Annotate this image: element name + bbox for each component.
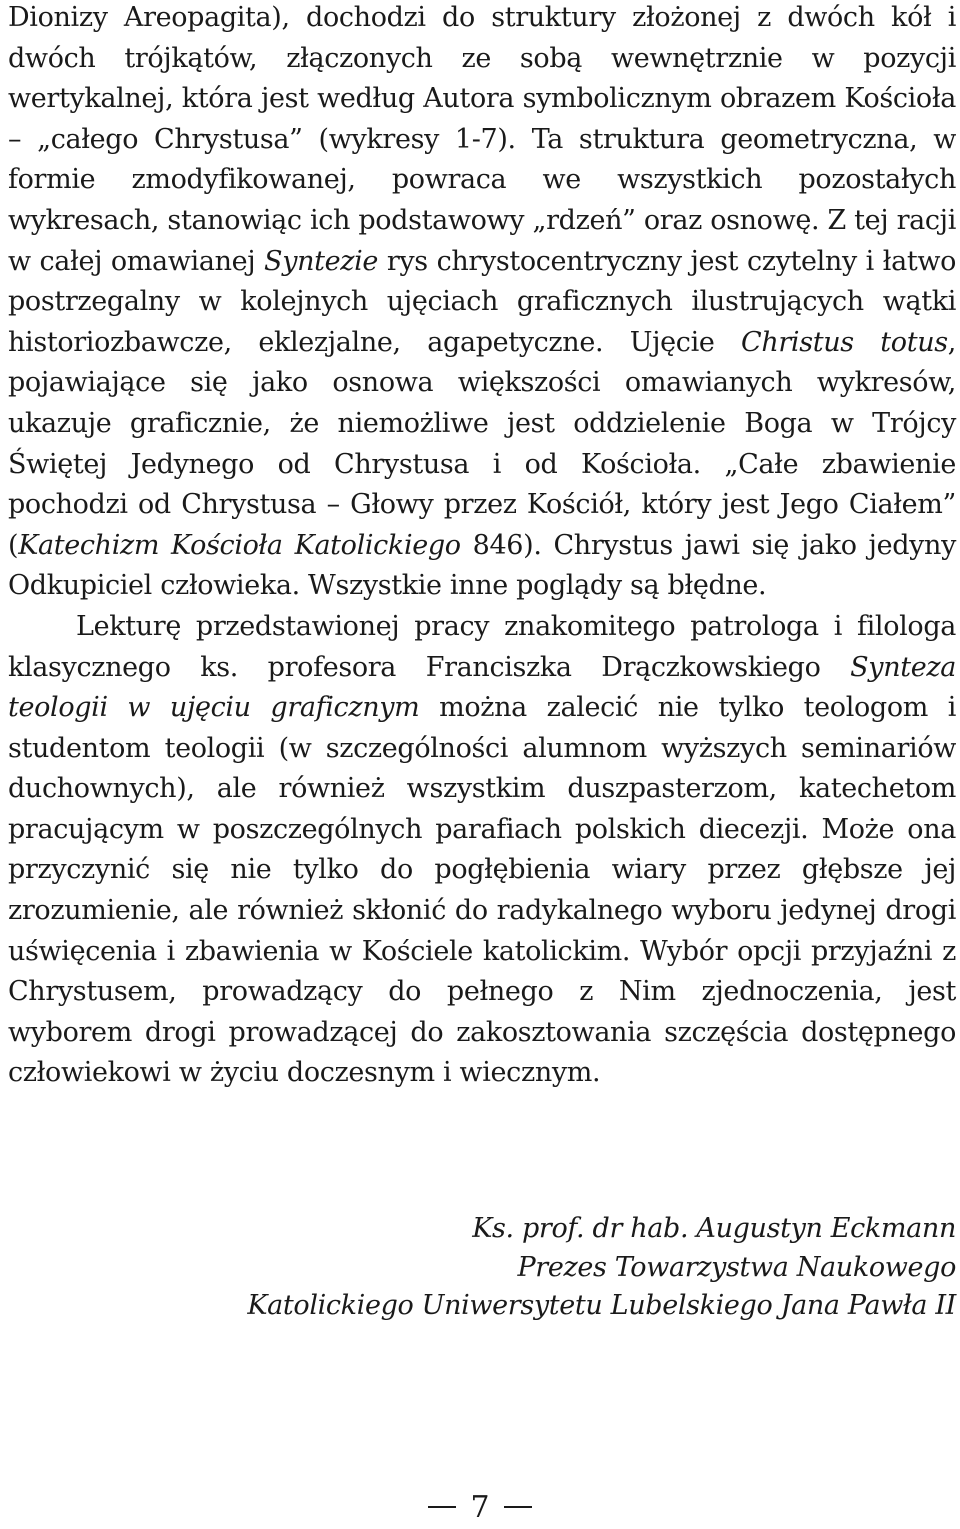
page-text <box>8 0 956 1094</box>
page-number-right-dash <box>504 1506 532 1508</box>
paragraph-1-text-3: , pojawiające się jako osnowa większości omawianych wykresów, ukazuje graficznie, że niemożliwe jest oddzielenie Boga w Trójcy Świętej Jedynego od Chrystusa i od Kościoła. „Całe zbawienie pochodzi od Chrystusa – Głowy przez Kościół, który jest Jego Ciałem” ( <box>8 326 956 561</box>
paragraph-1 <box>8 0 956 607</box>
paragraph-1-italic-2: Christus totus <box>741 326 948 358</box>
paragraph-2-text-1: Lekturę przedstawionej pracy znakomitego patrologa i filologa klasycznego ks. profesora Franciszka Drączkowskiego <box>8 610 956 683</box>
paragraph-1-text-2: rys chrystocentryczny jest czytelny i łatwo postrzegalny w kolejnych ujęciach graficznych ilustrujących wątki historiozbawcze, eklezjalne, agapetyczne. Ujęcie <box>8 245 957 358</box>
paragraph-2-text-2: można zalecić nie tylko teologom i studentom teologii (w szczególności alumnom wyższych seminariów duchownych), ale również wszystkim duszpasterzom, katechetom pracującym w poszczególnych parafiach polskich diecezji. Może ona przyczynić się nie tylko do pogłębienia wiary przez głębsze jej zrozumienie, ale również skłonić do radykalnego wyboru jedynej drogi uświęcenia i zbawienia w Kościele katolickim. Wybór opcji przyjaźni z Chrystusem, prowadzący do pełnego z Nim zjednoczenia, jest wyborem drogi prowadzącej do zakosztowania szczęścia dostępnego człowiekowi w życiu doczesnym i wiecznym. <box>8 692 956 1089</box>
signature-block <box>247 1210 956 1326</box>
paragraph-1-text-1: Dionizy Areopagita), dochodzi do struktury złożonej z dwóch kół i dwóch trójkątów, złączonych ze sobą wewnętrznie w pozycji wertykalnej, która jest według Autora symbolicznym obrazem Kościoła – „całego Chrystusa” (wykresy 1-7). Ta struktura geometryczna, w formie zmodyfikowanej, powraca we wszystkich pozostałych wykresach, stanowiąc ich podstawowy „rdzeń” oraz osnowę. Z tej racji w całej omawianej <box>8 2 956 277</box>
page-number-value: 7 <box>470 1489 490 1525</box>
paragraph-2-italic-1: Synteza teologii w ujęciu graficznym <box>8 651 956 724</box>
signature-title-line-2: Katolickiego Uniwersytetu Lubelskiego Jana Pawła II <box>247 1290 956 1321</box>
page-number-left-dash <box>428 1506 456 1508</box>
paragraph-1-italic-3: Katechizm Kościoła Katolickiego <box>18 529 461 561</box>
signature-name: Ks. prof. dr hab. Augustyn Eckmann <box>472 1213 956 1244</box>
page-number <box>428 1485 532 1529</box>
signature-title-line-1: Prezes Towarzystwa Naukowego <box>517 1251 956 1283</box>
paragraph-2 <box>8 607 956 1094</box>
paragraph-1-italic-1: Syntezie <box>264 245 379 277</box>
paragraph-1-text-4: 846). Chrystus jawi się jako jedyny Odkupiciel człowieka. Wszystkie inne poglądy są błędne. <box>8 529 956 602</box>
